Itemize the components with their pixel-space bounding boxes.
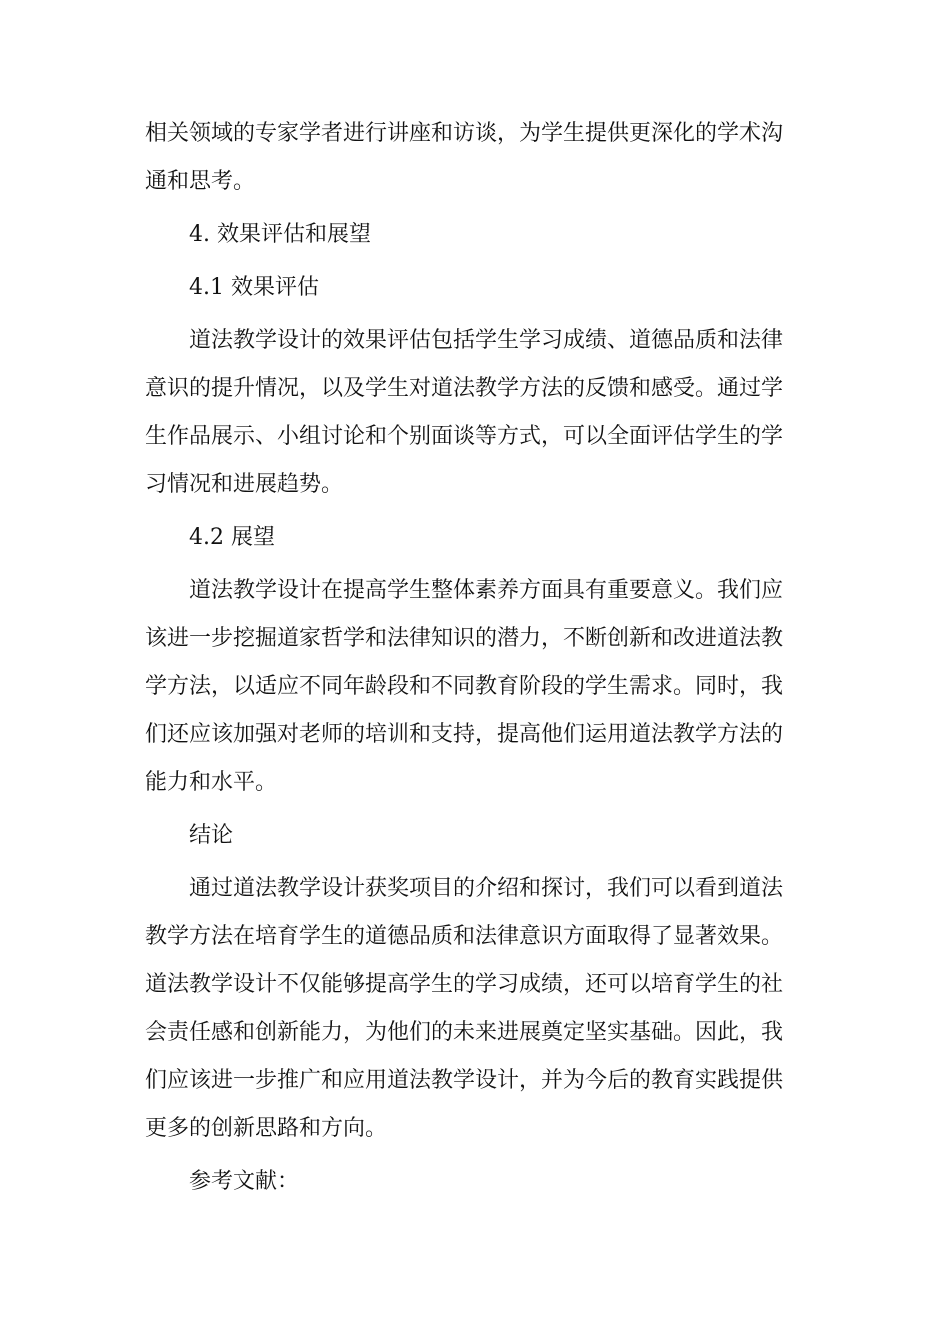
text-line: 意识的提升情况，以及学生对道法教学方法的反馈和感受。通过学: [145, 376, 784, 401]
section-4-2-heading: 4.2 展望: [189, 525, 275, 550]
text-line: 道法教学设计在提高学生整体素养方面具有重要意义。我们应: [189, 578, 784, 603]
section-4-1-paragraph: [145, 317, 795, 509]
intro-continuation-paragraph: [145, 110, 795, 206]
text-line: 道法教学设计不仅能够提高学生的学习成绩，还可以培育学生的社: [145, 972, 784, 997]
conclusion-heading: 结论: [189, 823, 234, 848]
text-line: 习情况和进展趋势。: [145, 472, 344, 497]
conclusion-paragraph: [145, 865, 795, 1153]
section-4-1-heading: 4.1 效果评估: [189, 275, 319, 300]
text-line: 该进一步挖掘道家哲学和法律知识的潜力，不断创新和改进道法教: [145, 626, 784, 651]
text-line: 教学方法在培育学生的道德品质和法律意识方面取得了显著效果。: [145, 924, 784, 949]
text-line: 学方法，以适应不同年龄段和不同教育阶段的学生需求。同时，我: [145, 674, 784, 699]
text-line: 们应该进一步推广和应用道法教学设计，并为今后的教育实践提供: [145, 1068, 784, 1093]
text-line: 更多的创新思路和方向。: [145, 1116, 388, 1141]
text-line: 会责任感和创新能力，为他们的未来进展奠定坚实基础。因此，我: [145, 1020, 784, 1045]
text-line: 生作品展示、小组讨论和个别面谈等方式，可以全面评估学生的学: [145, 424, 784, 449]
references-heading: 参考文献：: [189, 1169, 300, 1194]
section-4-2-paragraph: [145, 567, 795, 807]
text-line: 相关领域的专家学者进行讲座和访谈，为学生提供更深化的学术沟: [145, 121, 784, 146]
text-line: 能力和水平。: [145, 770, 278, 795]
text-line: 通过道法教学设计获奖项目的介绍和探讨，我们可以看到道法: [189, 876, 784, 901]
text-line: 通和思考。: [145, 169, 256, 194]
text-line: 道法教学设计的效果评估包括学生学习成绩、道德品质和法律: [189, 328, 784, 353]
document-page: [145, 110, 795, 1211]
text-line: 们还应该加强对老师的培训和支持，提高他们运用道法教学方法的: [145, 722, 784, 747]
section-4-heading: 4. 效果评估和展望: [189, 222, 371, 247]
